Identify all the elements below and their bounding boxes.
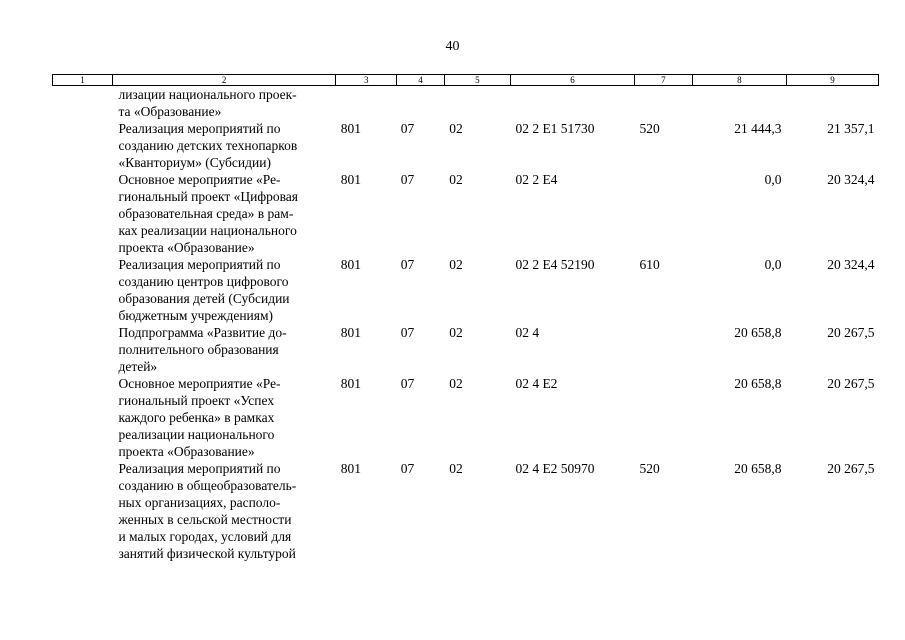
amount-cell: 20 658,8 [734, 461, 782, 476]
expense-type-cell [634, 324, 692, 375]
section-cell: 07 [400, 461, 415, 476]
amount-cell [786, 86, 878, 121]
code-cell: 801 [340, 376, 361, 391]
page-number: 40 [445, 39, 460, 54]
item-name-cell [112, 256, 335, 324]
target-article-cell: 02 2 E4 [515, 172, 558, 187]
code-cell: 801 [340, 172, 361, 187]
amount-cell: 0,0 [764, 257, 782, 272]
row-index-cell [53, 324, 113, 375]
section-cell: 07 [400, 376, 415, 391]
item-name-cell [112, 460, 335, 562]
target-article-cell: 02 2 E4 52190 [515, 257, 595, 272]
section-cell: 07 [400, 257, 415, 272]
item-name-line: Основное мероприятие «Ре- [118, 172, 281, 187]
row-index-cell [53, 375, 113, 460]
table-row [53, 86, 879, 121]
item-name-line: созданию в общеобразователь- [118, 478, 297, 493]
section-cell: 07 [400, 121, 415, 136]
item-name-line: полнительного образования [118, 342, 279, 357]
item-name-line: проекта «Образование» [118, 444, 255, 459]
item-name-line: реализации национального [118, 427, 275, 442]
target-article-cell: 02 2 E1 51730 [515, 121, 595, 136]
amount-cell: 20 324,4 [827, 257, 875, 272]
table-row [53, 375, 879, 460]
expense-type-cell: 520 [639, 461, 660, 476]
amount-cell: 20 324,4 [827, 172, 875, 187]
code-cell: 801 [340, 325, 361, 340]
column-number: 6 [510, 75, 634, 86]
subsection-cell: 02 [449, 461, 463, 476]
item-name-line: образовательная среда» в рам- [118, 206, 294, 221]
item-name-line: та «Образование» [118, 104, 222, 119]
target-article-cell: 02 4 [515, 325, 540, 340]
item-name-line: созданию центров цифрового [118, 274, 289, 289]
row-index-cell [53, 171, 113, 256]
item-name-line: Реализация мероприятий по [118, 257, 281, 272]
item-name-cell [112, 171, 335, 256]
column-number-row [53, 75, 879, 86]
expense-type-cell [634, 375, 692, 460]
table-row [53, 171, 879, 256]
amount-cell: 20 267,5 [827, 325, 875, 340]
item-name-line: гиональный проект «Цифровая [118, 189, 298, 204]
item-name-line: женных в сельской местности [118, 512, 292, 527]
amount-cell [692, 86, 786, 121]
amount-cell: 0,0 [764, 172, 782, 187]
item-name-line: Реализация мероприятий по [118, 121, 281, 136]
section-cell: 07 [400, 172, 415, 187]
code-cell: 801 [340, 257, 361, 272]
subsection-cell: 02 [449, 172, 463, 187]
subsection-cell [444, 86, 510, 121]
subsection-cell: 02 [449, 325, 463, 340]
column-number: 2 [112, 75, 335, 86]
table-row [53, 256, 879, 324]
item-name-cell [112, 375, 335, 460]
row-index-cell [53, 86, 113, 121]
row-index-cell [53, 120, 113, 171]
amount-cell: 20 267,5 [827, 376, 875, 391]
item-name-line: детей» [118, 359, 158, 374]
column-number: 3 [336, 75, 397, 86]
expense-type-cell [634, 171, 692, 256]
row-index-cell [53, 256, 113, 324]
item-name-line: «Кванториум» (Субсидии) [118, 155, 271, 170]
table-body [53, 86, 879, 563]
item-name-line: созданию детских технопарков [118, 138, 298, 153]
subsection-cell: 02 [449, 121, 463, 136]
item-name-line: каждого ребенка» в рамках [118, 410, 275, 425]
item-name-line: ных организациях, располо- [118, 495, 281, 510]
target-article-cell: 02 4 E2 50970 [515, 461, 595, 476]
item-name-line: Подпрограмма «Развитие до- [118, 325, 287, 340]
column-number: 4 [397, 75, 445, 86]
code-cell: 801 [340, 461, 361, 476]
column-number: 1 [53, 75, 113, 86]
amount-cell: 20 267,5 [827, 461, 875, 476]
table-row [53, 324, 879, 375]
item-name-line: образования детей (Субсидии [118, 291, 290, 306]
item-name-line: ках реализации национального [118, 223, 297, 238]
item-name-line: Основное мероприятие «Ре- [118, 376, 281, 391]
subsection-cell: 02 [449, 257, 463, 272]
column-number: 5 [444, 75, 510, 86]
item-name-cell [112, 86, 335, 121]
section-cell [397, 86, 445, 121]
item-name-line: занятий физической культурой [118, 546, 296, 561]
table-row [53, 120, 879, 171]
item-name-line: Реализация мероприятий по [118, 461, 281, 476]
column-number: 8 [692, 75, 786, 86]
column-number: 7 [634, 75, 692, 86]
budget-table [52, 74, 879, 562]
item-name-line: проекта «Образование» [118, 240, 255, 255]
table-row [53, 460, 879, 562]
item-name-line: лизации национального проек- [118, 87, 297, 102]
item-name-line: гиональный проект «Успех [118, 393, 275, 408]
amount-cell: 21 357,1 [827, 121, 875, 136]
target-article-cell [510, 86, 634, 121]
expense-type-cell [634, 86, 692, 121]
item-name-line: и малых городах, условий для [118, 529, 292, 544]
item-name-line: бюджетным учреждениям) [118, 308, 274, 323]
row-index-cell [53, 460, 113, 562]
table-header [53, 75, 879, 86]
expense-type-cell: 610 [639, 257, 660, 272]
subsection-cell: 02 [449, 376, 463, 391]
code-cell: 801 [340, 121, 361, 136]
amount-cell: 21 444,3 [734, 121, 782, 136]
target-article-cell: 02 4 E2 [515, 376, 558, 391]
amount-cell: 20 658,8 [734, 325, 782, 340]
item-name-cell [112, 324, 335, 375]
code-cell [336, 86, 397, 121]
expense-type-cell: 520 [639, 121, 660, 136]
section-cell: 07 [400, 325, 415, 340]
item-name-cell [112, 120, 335, 171]
amount-cell: 20 658,8 [734, 376, 782, 391]
column-number: 9 [786, 75, 878, 86]
